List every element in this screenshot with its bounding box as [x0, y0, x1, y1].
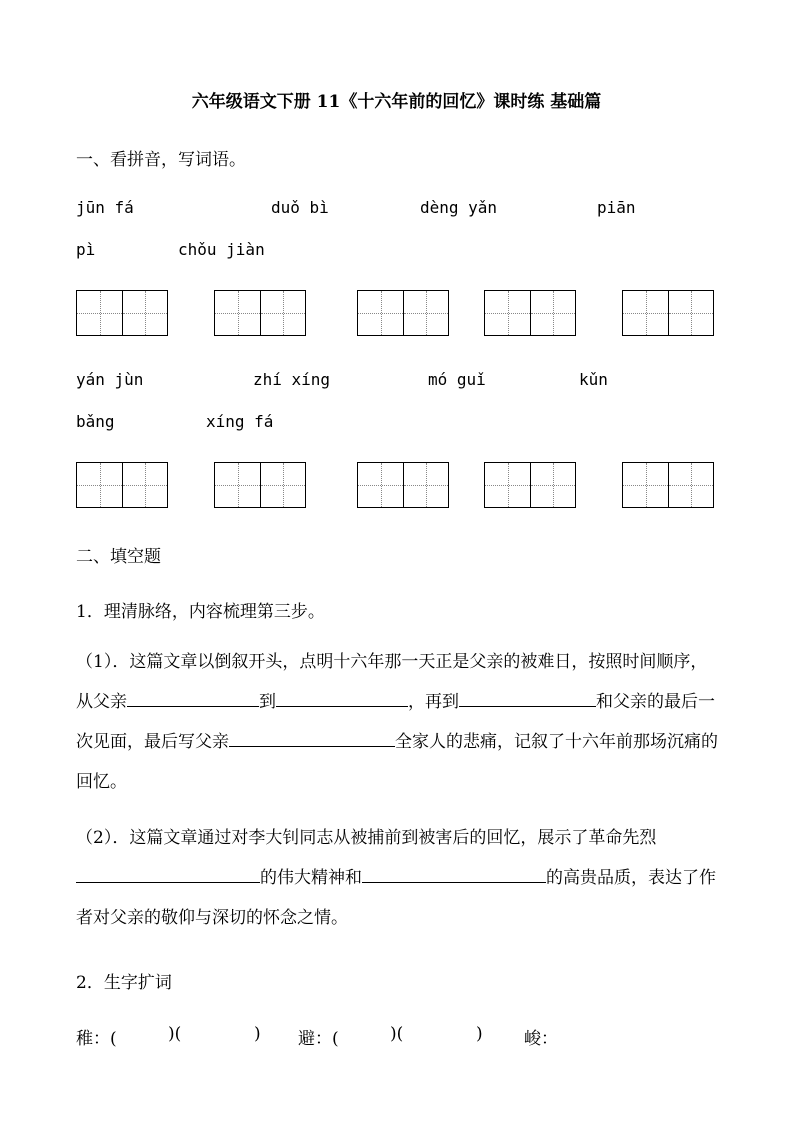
tianzige-row-1: [0, 290, 793, 336]
text-segment: （1）．这篇文章以倒叙开头，点明十六年那一天正是父亲的被难日，按照时间顺序，从父亲: [76, 652, 708, 712]
pinyin-item: piān: [597, 198, 636, 217]
char-label: 避：(: [298, 1029, 339, 1049]
text-segment: 的高贵品质，表达了作者对父亲的敬仰与深切的怀念之情。: [76, 868, 716, 928]
question-1-heading: 1．理清脉络，内容梳理第三步。: [76, 602, 325, 622]
pinyin-item: xíng fá: [206, 412, 274, 431]
pinyin-item: dèng yǎn: [420, 198, 498, 217]
text-segment: ，再到: [408, 692, 459, 712]
pinyin-item: zhí xíng: [253, 370, 331, 389]
text-segment: 全家人的悲痛，记叙了十六年前那场沉痛的回忆。: [76, 732, 718, 792]
question-2-heading: 2．生字扩词: [76, 973, 172, 993]
question-1-part-1: [76, 642, 721, 802]
writing-box[interactable]: [357, 462, 449, 508]
page-title: 六年级语文下册 11《十六年前的回忆》课时练 基础篇: [191, 92, 602, 112]
answer-blank[interactable]: [76, 864, 260, 883]
section-1-heading: 一、看拼音，写词语。: [76, 150, 246, 170]
pinyin-item: chǒu jiàn: [178, 240, 265, 259]
pinyin-item: bǎng: [76, 412, 115, 431]
writing-box[interactable]: [76, 462, 168, 508]
text-segment: 和父亲的最后一次见面，最后写父亲: [76, 692, 715, 752]
bracket[interactable]: )(: [168, 1024, 182, 1044]
char-label: 峻：: [524, 1029, 558, 1049]
writing-box[interactable]: [622, 290, 714, 336]
bracket[interactable]: )(: [390, 1024, 404, 1044]
writing-box[interactable]: [76, 290, 168, 336]
bracket[interactable]: ): [254, 1024, 261, 1044]
pinyin-item: jūn fá: [76, 198, 134, 217]
writing-box[interactable]: [622, 462, 714, 508]
bracket[interactable]: ): [476, 1024, 483, 1044]
pinyin-item: yán jùn: [76, 370, 144, 389]
question-1-part-2: [76, 818, 721, 938]
writing-box[interactable]: [214, 462, 306, 508]
text-segment: （2）．这篇文章通过对李大钊同志从被捕前到被害后的回忆，展示了革命先烈: [76, 828, 657, 848]
pinyin-item: duǒ bì: [271, 198, 329, 217]
writing-box[interactable]: [214, 290, 306, 336]
answer-blank[interactable]: [229, 728, 395, 747]
answer-blank[interactable]: [362, 864, 546, 883]
writing-box[interactable]: [484, 462, 576, 508]
pinyin-item: pì: [76, 240, 96, 259]
tianzige-row-2: [0, 462, 793, 508]
pinyin-item: mó guǐ: [428, 370, 486, 389]
section-2-heading: 二、填空题: [76, 547, 161, 567]
answer-blank[interactable]: [459, 688, 596, 707]
answer-blank[interactable]: [276, 688, 408, 707]
writing-box[interactable]: [484, 290, 576, 336]
answer-blank[interactable]: [127, 688, 259, 707]
text-segment: 的伟大精神和: [260, 868, 362, 888]
text-segment: 到: [259, 692, 276, 712]
char-label: 稚：(: [76, 1029, 117, 1049]
pinyin-item: kǔn: [579, 370, 608, 389]
writing-box[interactable]: [357, 290, 449, 336]
